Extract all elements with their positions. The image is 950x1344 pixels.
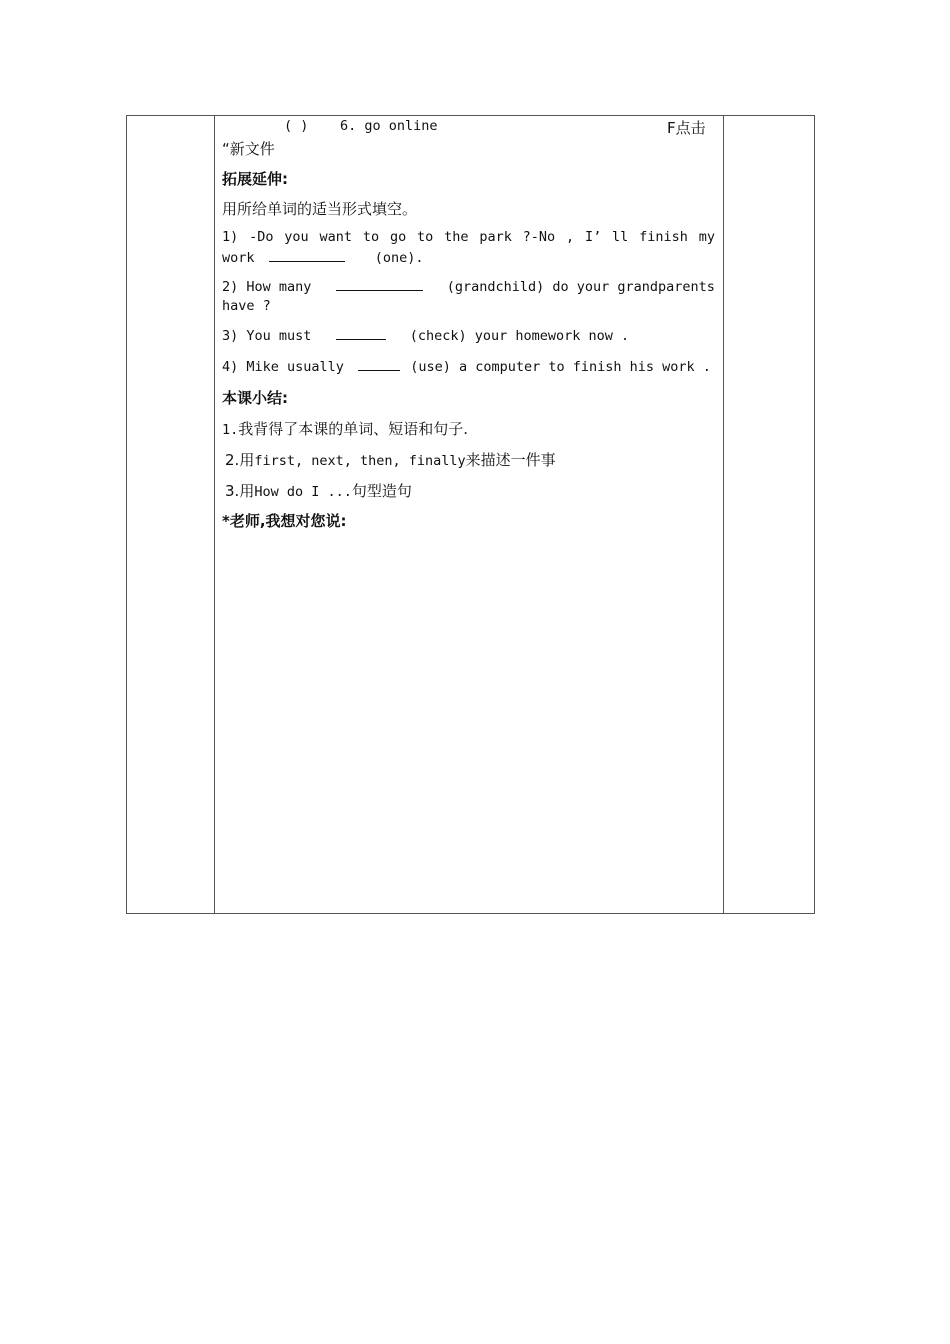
q1-hint: (one). bbox=[374, 250, 424, 266]
question-4 bbox=[222, 358, 711, 375]
summary-item-2-number: 2. bbox=[225, 451, 240, 469]
summary-item-3-pre: 用 bbox=[239, 482, 255, 500]
summary-item-2-post: 来描述一件事 bbox=[465, 451, 556, 469]
item-6-right-text: F点击 bbox=[667, 119, 706, 137]
q2-start: 2) How many bbox=[222, 279, 312, 295]
item-6-continued: “新文件 bbox=[222, 140, 275, 158]
column-divider-left bbox=[214, 116, 215, 913]
q1-blank[interactable] bbox=[269, 249, 345, 262]
summary-item-1-text: 我背得了本课的单词、短语和句子. bbox=[238, 420, 469, 438]
teacher-note-heading: *老师,我想对您说: bbox=[222, 512, 347, 530]
q2-hint: (grandchild) do your grandparents bbox=[446, 279, 715, 295]
summary-item-2-pre: 用 bbox=[239, 451, 255, 469]
item-6-text: 6. go online bbox=[340, 118, 438, 134]
q3-hint: (check) your homework now . bbox=[409, 328, 630, 344]
summary-item-3-post: 句型造句 bbox=[351, 482, 412, 500]
summary-item-3 bbox=[222, 480, 412, 501]
question-2-line-2: have ? bbox=[222, 298, 271, 314]
column-divider-right bbox=[723, 116, 724, 913]
summary-item-3-number: 3. bbox=[225, 482, 240, 500]
q2-blank[interactable] bbox=[336, 278, 423, 291]
q4-start: 4) Mike usually bbox=[222, 359, 344, 375]
q4-blank[interactable] bbox=[358, 358, 400, 371]
summary-item-1 bbox=[222, 418, 468, 439]
summary-item-2 bbox=[222, 449, 556, 470]
summary-item-1-number: 1. bbox=[222, 422, 239, 438]
summary-item-2-english: first, next, then, finally bbox=[254, 453, 466, 469]
q1-word: work bbox=[222, 250, 255, 266]
question-3 bbox=[222, 327, 629, 344]
extension-instruction: 用所给单词的适当形式填空。 bbox=[222, 200, 418, 218]
question-2-line-1 bbox=[222, 278, 715, 295]
question-1-line-2 bbox=[222, 249, 424, 266]
answer-paren: ( ) bbox=[284, 118, 309, 134]
summary-heading: 本课小结: bbox=[222, 389, 288, 407]
extension-heading: 拓展延伸: bbox=[222, 170, 288, 188]
q3-blank[interactable] bbox=[336, 327, 386, 340]
q3-start: 3) You must bbox=[222, 328, 312, 344]
question-1-line-1: 1) -Do you want to go to the park ?-No , I’ ll finish my bbox=[222, 229, 715, 245]
summary-item-3-english: How do I ... bbox=[254, 484, 352, 500]
q4-hint: (use) a computer to finish his work . bbox=[410, 359, 711, 375]
